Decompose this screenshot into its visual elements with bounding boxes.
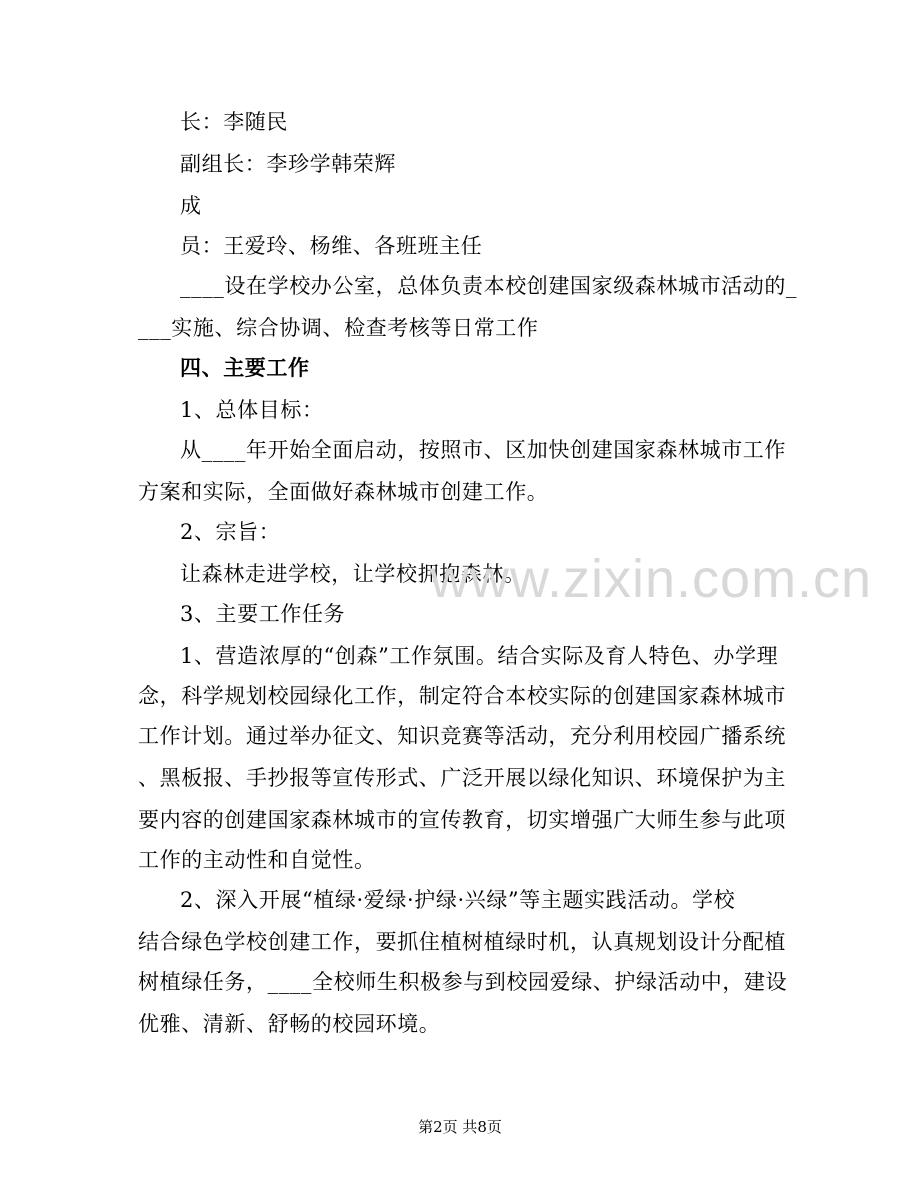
text-line: 让森林走进学校，让学校拥抱森林。	[180, 562, 526, 586]
text-line: 念，科学规划校园绿化工作，制定符合本校实际的创建国家森林城市	[138, 684, 786, 708]
text-line: 结合绿色学校创建工作，要抓住植树植绿时机，认真规划设计分配植	[138, 930, 786, 954]
text-line: 2、宗旨：	[180, 520, 281, 544]
section-heading: 四、主要工作	[180, 356, 310, 380]
text-line: 3、主要工作任务	[180, 602, 346, 626]
text-line: 员：王爱玲、杨维、各班班主任	[180, 234, 483, 258]
text-line: 要内容的创建国家森林城市的宣传教育，切实增强广大师生参与此项	[138, 808, 786, 832]
watermark: www.zixin.com.cn	[430, 549, 873, 609]
text-line: 副组长：李珍学韩荣辉	[180, 152, 396, 176]
text-line: 从____年开始全面启动，按照市、区加快创建国家森林城市工作	[180, 438, 786, 462]
text-line: 长：李随民	[180, 110, 288, 134]
text-line: 1、营造浓厚的“创森”工作氛围。结合实际及育人特色、办学理	[180, 644, 779, 668]
text-line: 成	[180, 194, 202, 218]
text-line: 方案和实际，全面做好森林城市创建工作。	[138, 480, 549, 504]
text-line: 工作的主动性和自觉性。	[138, 848, 376, 872]
text-line: ___实施、综合协调、检查考核等日常工作	[138, 316, 539, 340]
text-line: 、黑板报、手抄报等宣传形式、广泛开展以绿化知识、环境保护为主	[138, 766, 786, 790]
text-line: 工作计划。通过举办征文、知识竞赛等活动，充分利用校园广播系统	[138, 724, 786, 748]
text-line: ____设在学校办公室，总体负责本校创建国家级森林城市活动的_	[180, 274, 798, 298]
text-line: 1、总体目标：	[180, 398, 324, 422]
text-line: 树植绿任务，____全校师生积极参与到校园爱绿、护绿活动中，建设	[138, 970, 788, 994]
text-line: 优雅、清新、舒畅的校园环境。	[138, 1012, 441, 1036]
page-footer: 第2页 共8页	[418, 1118, 502, 1136]
text-line: 2、深入开展“植绿·爱绿·护绿·兴绿”等主题实践活动。学校	[180, 888, 736, 912]
